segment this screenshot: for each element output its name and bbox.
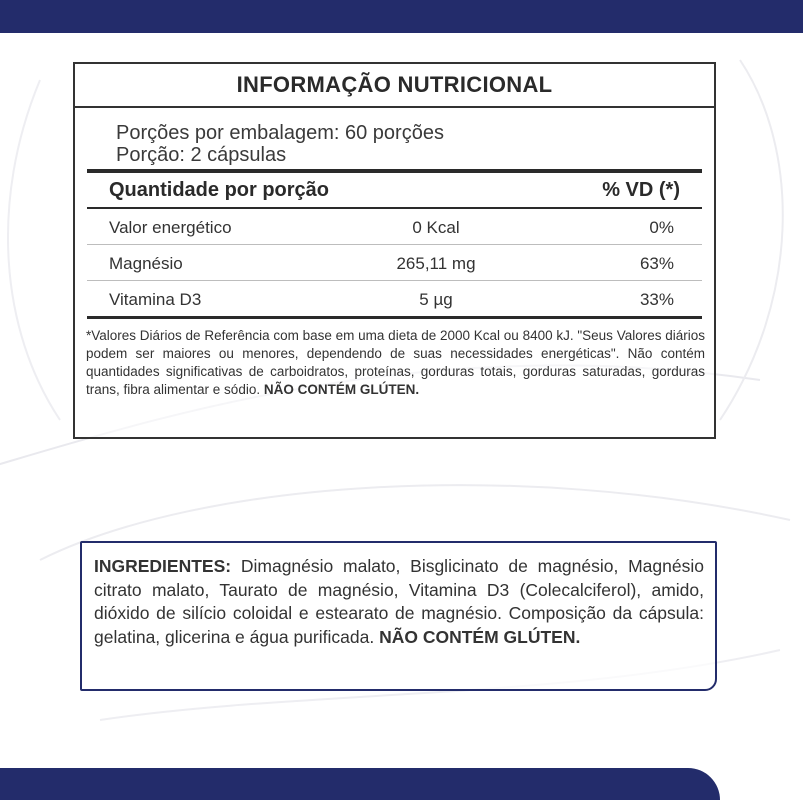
table-header (87, 173, 702, 207)
table-bottom-divider (87, 316, 702, 319)
table-row (87, 245, 702, 281)
header-daily-value: % VD (*) (602, 178, 680, 201)
ingredients-list: Dimagnésio malato, Bisglicinato de magnésio, Magnésio citrato malato, Taurato de magnésio, Vitamina D3 (Colecalciferol), amido, dióxido de silício coloidal e estearato de magnésio. Composição da cápsula: gelatina, glicerina e água purificada. (94, 556, 704, 647)
nutrition-title: INFORMAÇÃO NUTRICIONAL (75, 64, 714, 108)
footnote (86, 327, 705, 399)
nutrient-amount: 5 µg (419, 290, 453, 309)
nutrition-facts-table (73, 62, 716, 439)
table-row (87, 209, 702, 245)
ingredients-gluten-warning: NÃO CONTÉM GLÚTEN. (379, 626, 581, 647)
bottom-decorative-band (0, 768, 720, 800)
nutrient-name: Magnésio (109, 254, 183, 273)
nutrient-dv: 0% (649, 218, 674, 237)
ingredients-box (80, 541, 717, 691)
nutrient-amount: 265,11 mg (396, 254, 476, 273)
servings-info (75, 108, 714, 166)
table-row (87, 281, 702, 316)
footnote-text: *Valores Diários de Referência com base em uma dieta de 2000 Kcal ou 8400 kJ. "Seus Valores diários podem ser maiores ou menores, dependendo de suas necessidades energéticas". Não contém quantidades significativas de carboidratos, proteínas, gorduras totais, gorduras saturadas, gorduras trans, fibra alimentar e sódio. (86, 328, 705, 397)
header-quantity: Quantidade por porção (109, 178, 330, 201)
ingredients-label: INGREDIENTES: (94, 556, 232, 576)
nutrient-dv: 63% (639, 254, 674, 273)
nutrient-amount: 0 Kcal (412, 218, 460, 237)
servings-per-package: Porções por embalagem: 60 porções (116, 122, 444, 144)
ingredients-text (94, 555, 704, 649)
nutrient-name: Vitamina D3 (109, 290, 202, 309)
nutrient-dv: 33% (639, 290, 674, 309)
footnote-gluten-warning: NÃO CONTÉM GLÚTEN. (263, 382, 420, 397)
nutrient-name: Valor energético (109, 218, 232, 237)
nutrient-rows (75, 209, 714, 316)
serving-size: Porção: 2 cápsulas (116, 144, 287, 166)
